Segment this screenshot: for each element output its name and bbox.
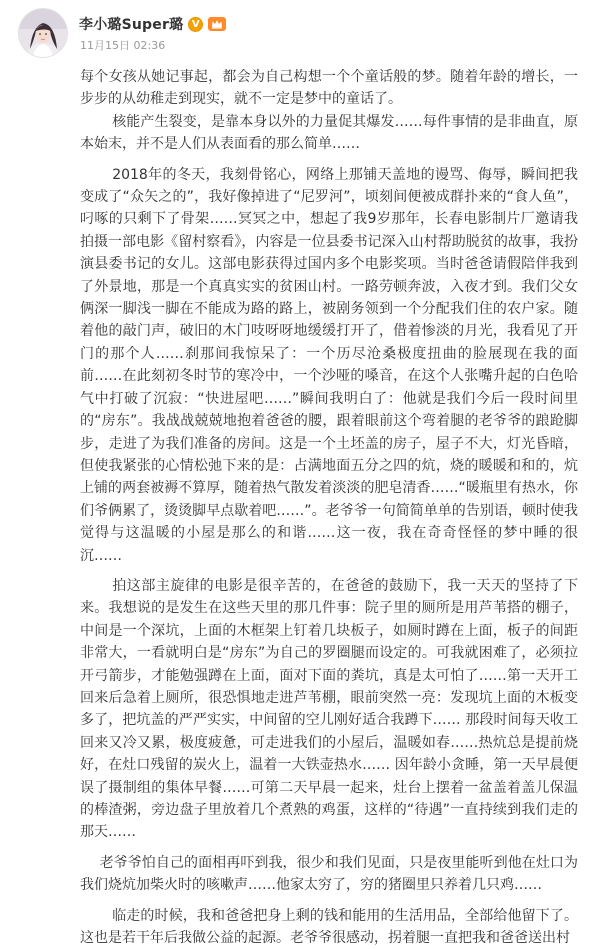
post-body [80, 66, 578, 949]
author-name[interactable]: 李小璐Super璐 [79, 17, 184, 33]
avatar-image [19, 9, 67, 57]
post-meta [80, 38, 165, 52]
post-timestamp[interactable]: 11月15日 02:36 [80, 39, 166, 52]
crown-icon [211, 19, 223, 29]
author-row [79, 14, 226, 34]
post-paragraph-4: 拍这部主旋律的电影是很辛苦的，在爸爸的鼓励下，我一天天的坚持了下来。我想说的是发生在这些天里的那几件事：院子里的厕所是用芦苇搭的棚子，中间是一个深坑，上面的木框架上钉着几块板子，如厕时蹲在上面，板子的间距非常大，一看就明白是“房东”为自己的罗圈腿而设定的。可我就困难了，必须拉开弓箭步，才能勉强蹲在上面，面对下面的粪坑，真是太可怕了……第一天开工回来后急着上厕所，很恐惧地走进芦苇棚，眼前突然一亮：发现坑上面的木板变多了，把坑盖的严严实实，中间留的空儿刚好适合我蹲下…… 那段时间每天收工回来又冷又累，极度疲惫，可走进我们的小屋后，温暖如春……热炕总是提前烧好，在灶口残留的炭火上，温着一大铁壶热水…… 因年龄小贪睡，第一天早晨便误了摄制组的集体早餐……可第二天早晨一起来，灶台上摆着一盆盖着盖儿保温的棒渣粥，旁边盘子里放着几个煮熟的鸡蛋，这样的“待遇”一直持续到我们走的那天…… [80, 577, 578, 841]
vip-crown-icon[interactable] [208, 17, 226, 31]
avatar[interactable] [18, 8, 68, 58]
verified-v-icon: V [188, 17, 203, 32]
post-paragraph-1: 每个女孩从她记事起，都会为自己构想一个个童话般的梦。随着年龄的增长，一步步的从幼稚走到现实，就不一定是梦中的童话了。 [80, 69, 578, 108]
post-paragraph-6: 临走的时候，我和爸爸把身上剩的钱和能用的生活用品，全部给他留下了。这也是若干年后我做公益的起源。老爷爷很感动，拐着腿一直把我和爸爸送出村 [80, 907, 578, 947]
post-paragraph-3: 2018年的冬天，我刻骨铭心，网络上那铺天盖地的谩骂、侮辱，瞬间把我变成了“众矢之的”，我好像掉进了“尼罗河”，顷刻间便被成群扑来的“食人鱼”，叼啄的只剩下了骨架……冥冥之中，想起了我9岁那年，长春电影制片厂邀请我拍摄一部电影《留村察看》，内容是一位县委书记深入山村帮助脱贫的故事，我扮演县委书记的女儿。这部电影获得过国内多个电影奖项。当时爸爸请假陪伴我到了外景地，那是一个真真实实的贫困山村。一路劳顿奔波，入夜才到。我们父女俩深一脚浅一脚在不能成为路的路上，被剧务领到一个分配我们住的农户家。随着他的敲门声，破旧的木门吱呀呀地缓缓打开了，借着惨淡的月光，我看见了开门的那个人……刹那间我惊呆了：一个历尽沧桑极度扭曲的脸展现在我的面前……在此刻初冬时节的寒冷中，一个沙哑的嗓音，在这个人张嘴升起的白色哈气中打破了沉寂：“快进屋吧……”瞬间我明白了：他就是我们今后一段时间里的“房东”。我战战兢兢地抱着爸爸的腰，跟着眼前这个弯着腿的老爷爷的踉跄脚步，走进了为我们准备的房间。这是一个土坯盖的房子，屋子不大，灯光昏暗，但使我紧张的心情松弛下来的是：占满地面五分之四的炕，烧的暖暖和和的，炕上铺的两套被褥不算厚，随着热气散发着淡淡的肥皂清香……“暖瓶里有热水，你们爷俩累了，烫烫脚早点歇着吧……”。老爷爷一句简简单单的告别语，顿时使我觉得与这温暖的小屋是那么的和谐……这一夜，我在奇奇怪怪的梦中睡的很沉…… [80, 166, 578, 564]
post-header [0, 0, 594, 66]
post-paragraph-5: 老爷爷怕自己的面相再吓到我，很少和我们见面，只是夜里能听到他在灶口为我们烧炕加柴火时的咳嗽声……他家太穷了，穷的猪圈里只养着几只鸡…… [80, 854, 578, 894]
post-paragraph-2: 核能产生裂变，是靠本身以外的力量促其爆发……每件事情的是非曲直，原本始末，并不是人们从表面看的那么简单…… [80, 113, 578, 153]
